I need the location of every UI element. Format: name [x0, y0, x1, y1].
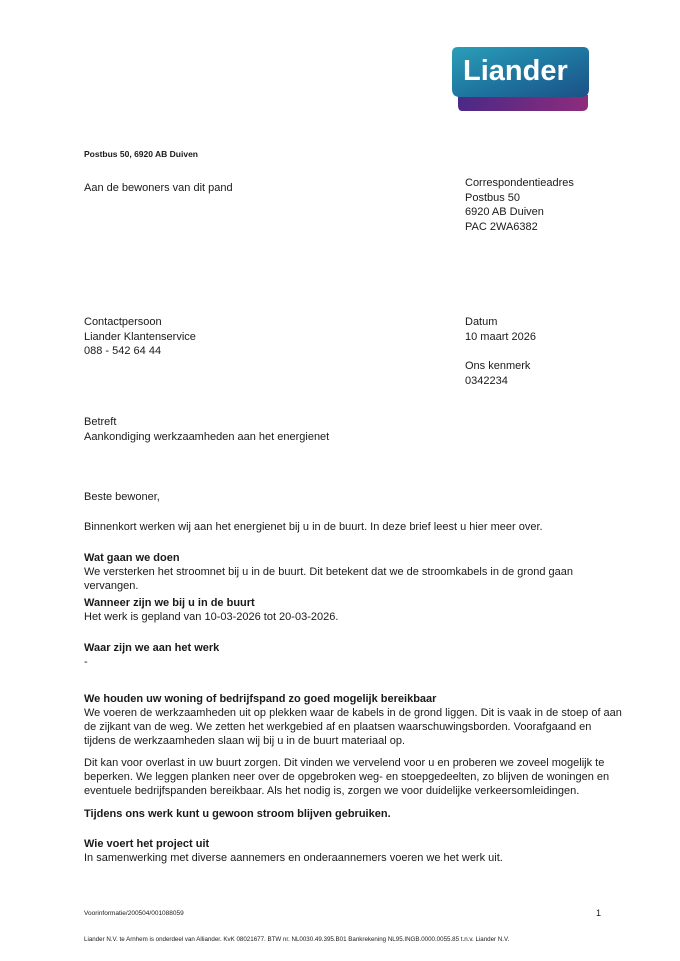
- recipient: Aan de bewoners van dit pand: [84, 182, 233, 194]
- liander-logo: [452, 47, 589, 111]
- correspondence-line2: 6920 AB Duiven: [465, 206, 544, 219]
- date-value: 10 maart 2026: [465, 330, 536, 343]
- section-who-heading: Wie voert het project uit: [84, 838, 210, 850]
- section-what-text: We versterken het stroomnet bij u in de buurt. Dit betekent dat we de stroomkabels in de grond gaan vervangen.: [84, 566, 573, 592]
- correspondence-line1: Postbus 50: [465, 191, 521, 204]
- section-who-text: In samenwerking met diverse aannemers en onderaannemers voeren we het werk uit.: [84, 852, 503, 864]
- section-where-text: -: [84, 656, 88, 668]
- date-label: Datum: [465, 316, 498, 328]
- footer-document-reference: Voorinformatie/200504/001088059: [84, 910, 184, 917]
- intro-paragraph: Binnenkort werken wij aan het energienet bij u in de buurt. In deze brief leest u hier meer over.: [84, 521, 543, 533]
- contact-label: Contactpersoon: [84, 316, 162, 328]
- section-where: [84, 641, 624, 669]
- section-when: [84, 596, 624, 624]
- subject-block: [84, 415, 329, 444]
- section-what: [84, 551, 624, 593]
- subject-label: Betreft: [84, 416, 117, 428]
- section-power-heading: Tijdens ons werk kunt u gewoon stroom blijven gebruiken.: [84, 808, 391, 820]
- page-number: 1: [596, 908, 602, 918]
- section-when-heading: Wanneer zijn we bij u in de buurt: [84, 597, 255, 609]
- reference-value: 0342234: [465, 374, 508, 387]
- date-block: [465, 315, 536, 344]
- section-where-heading: Waar zijn we aan het werk: [84, 642, 220, 654]
- section-access-text1: We voeren de werkzaamheden uit op plekken waar de kabels in de grond liggen. Dit is vaak in de stoep of aan de zijkant van de weg. We zetten het werkgebied af en plaatsen waarschuwingsborden. Voorafgaand en tijdens de werkzaamheden slaan wij bij u in de buurt materiaal op.: [84, 707, 622, 747]
- section-what-heading: Wat gaan we doen: [84, 552, 180, 564]
- correspondence-line3: PAC 2WA6382: [465, 220, 538, 233]
- contact-phone: 088 - 542 64 44: [84, 345, 162, 358]
- section-access: [84, 692, 624, 748]
- section-who: [84, 837, 624, 865]
- logo-text: Liander: [463, 55, 568, 87]
- correspondence-label: Correspondentieadres: [465, 177, 574, 189]
- section-access-heading: We houden uw woning of bedrijfspand zo goed mogelijk bereikbaar: [84, 693, 437, 705]
- section-when-text: Het werk is gepland van 10-03-2026 tot 20-03-2026.: [84, 611, 339, 623]
- contact-block: [84, 315, 196, 359]
- reference-label: Ons kenmerk: [465, 360, 531, 372]
- salutation: Beste bewoner,: [84, 491, 160, 503]
- contact-name: Liander Klantenservice: [84, 330, 196, 343]
- correspondence-address: [465, 176, 574, 234]
- sender-address: Postbus 50, 6920 AB Duiven: [84, 149, 199, 159]
- subject-value: Aankondiging werkzaamheden aan het energienet: [84, 430, 330, 443]
- section-access-text2: Dit kan voor overlast in uw buurt zorgen. Dit vinden we vervelend voor u en proberen we zoveel mogelijk te beperken. We leggen planken neer over de opgebroken weg- en stoepgedeelten, zo blijven de woningen en eventuele bedrijfspanden bereikbaar. Als het nodig is, zorgen we voor duidelijke verkeersomleidingen.: [84, 757, 610, 797]
- reference-block: [465, 359, 530, 388]
- footer-legal-text: Liander N.V. te Arnhem is onderdeel van Alliander. KvK 08021677. BTW nr. NL0030.49.395.B01 Bankrekening NL95.INGB.0000.0055.85 t.n.v. Liander N.V.: [84, 936, 510, 943]
